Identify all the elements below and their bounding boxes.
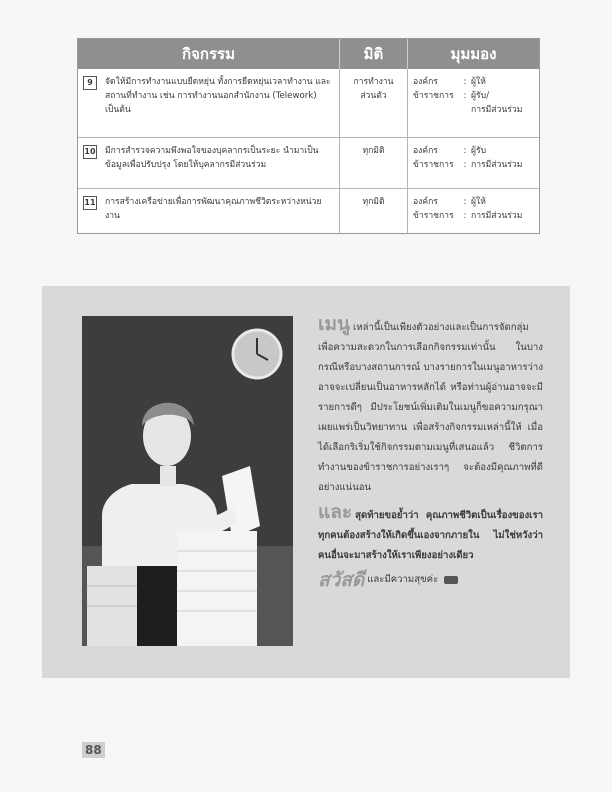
menu-paragraph: เมนู เหล่านี้เป็นเพียงตัวอย่างและเป็นการจัดกลุ่มเพื่อความสะดวกในการเลือกกิจกรรมเท่านั้น ในบางกรณีหรือบางสถานการณ์ บางรายการในเมนูอาหารว่างอาจจะเปลี่ยนเป็นอาหารหลักได้ หรือท่านผู้อ่านอาจจะมีรายการดีๆ มีประโยชน์เพิ่มเติมในเมนูก็ขอความกรุณาเผยแพร่เป็นวิทยาทาน เพื่อสร้างกิจกรรมเหล่านี้ให้ เมื่อได้เลือกริเริ่มใช้กิจกรรมตามเมนูที่เสนอแล้ว ชีวิตการทำงานของข้าราชการอย่างเราๆ จะต้องมีคุณภาพที่ดีอย่างแน่นอน [318,313,543,493]
perspective-cell: องค์กร : ผู้รับ ข้าราชการ : การมีส่วนร่วม [413,146,523,170]
activity-text: จัดให้มีการทำงานแบบยืดหยุ่น ทั้งการยืดหยุ่นเวลาทำงาน และสถานที่ทำงาน เช่น การทำงานนอกสำนักงาน (Telework) เป็นต้น [105,77,331,115]
dimension-text: ทุกมิติ [340,189,408,233]
dimension-text: การทำงาน ส่วนตัว [340,69,408,137]
row-number-badge: 10 [83,145,97,159]
table-header [78,39,539,69]
perspective-cell: องค์กร : ผู้ให้ ข้าราชการ : ผู้รับ/ การมีส่วนร่วม [413,77,523,115]
page-number: 88 [82,742,105,758]
header-perspective: มุมมอง [450,45,497,63]
table-row [78,137,539,188]
row-number-badge: 11 [83,196,97,210]
and-heading-word: และ [318,501,353,523]
activity-text: การสร้างเครือข่ายเพื่อการพัฒนาคุณภาพชีวิตระหว่างหน่วยงาน [105,197,322,221]
perspective-cell: องค์กร : ผู้ให้ ข้าราชการ : การมีส่วนร่วม [413,197,523,221]
menu-heading-word: เมนู [318,313,351,335]
table-row [78,188,539,233]
activity-text: มีการสำรวจความพึงพอใจของบุคลากรเป็นระยะ นำมาเป็นข้อมูลเพื่อปรับปรุง โดยให้บุคลากรมีส่วนร่วม [105,146,319,170]
closing-text [318,314,543,590]
signoff-word: สวัสดี [318,569,365,591]
smile-icon [444,576,458,584]
table-row [78,69,539,137]
header-activity: กิจกรรม [78,39,340,69]
header-dimension: มิติ [340,39,408,69]
activity-table [77,38,540,234]
and-paragraph: และ สุดท้ายขอย้ำว่า คุณภาพชีวิตเป็นเรื่องของเราทุกคนต้องสร้างให้เกิดขึ้นเองจากภายใน ไม่ใช่หวังว่าคนอื่นจะมาสร้างให้เราเพียงอย่างเดียว [318,501,543,561]
row-number-badge: 9 [83,76,97,90]
office-worker-illustration [82,316,293,646]
dimension-text: ทุกมิติ [340,138,408,188]
signoff: สวัสดี และมีความสุขค่ะ [318,570,543,590]
wall-clock-icon [233,330,281,378]
